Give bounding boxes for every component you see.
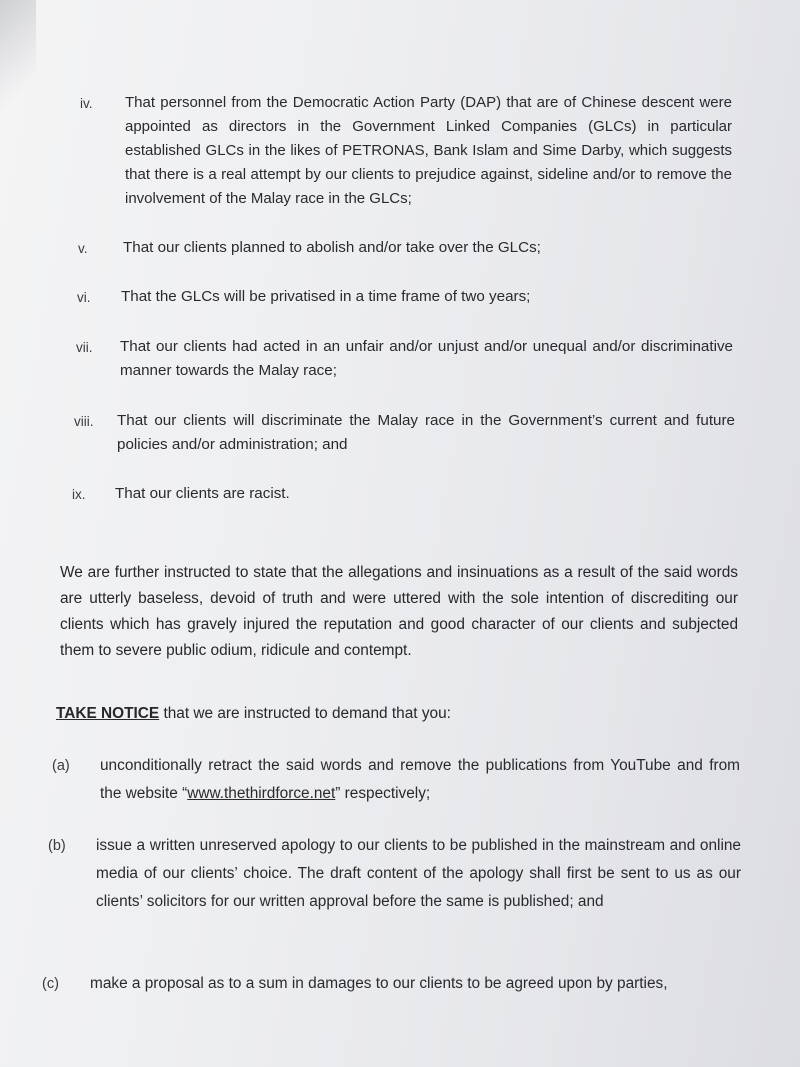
further-instruction-paragraph: We are further instructed to state that the allegations and insinuations as a result of the said words are utterly baseless, devoid of truth and were uttered with the sole intention of discrediting our clients which has gravely injured the reputation and good character of our clients and subjected them to severe public odium, ridicule and contempt. (60, 564, 738, 659)
demand-marker: (c) (42, 976, 59, 992)
allegation-marker: viii. (74, 414, 94, 429)
take-notice-heading: TAKE NOTICE (56, 705, 160, 722)
allegation-text: That our clients will discriminate the Malay race in the Government’s current and future policies and/or administration; and (117, 412, 735, 453)
demand-marker: (b) (48, 838, 66, 854)
demand-text: make a proposal as to a sum in damages to our clients to be agreed upon by parties, (90, 975, 668, 992)
take-notice-line (56, 705, 451, 723)
demand-marker: (a) (52, 758, 70, 774)
allegation-text: That our clients are racist. (115, 485, 290, 502)
demand-item-b (0, 832, 800, 952)
demand-item-c (0, 970, 800, 1010)
allegation-marker: vii. (76, 340, 93, 355)
allegation-marker: v. (78, 241, 88, 256)
demand-text: issue a written unreserved apology to our clients to be published in the mainstream and online media of our clients’ choice. The draft content of the apology shall first be sent to us as our clients’ solicitors for our written approval before the same is published; and (96, 837, 741, 910)
allegation-item-vii (0, 335, 800, 387)
allegation-marker: ix. (72, 487, 86, 502)
allegation-marker: iv. (80, 96, 93, 111)
allegation-text: That the GLCs will be privatised in a time frame of two years; (121, 288, 531, 305)
allegation-item-vi (0, 285, 800, 315)
demand-text-part: unconditionally retract the said words and remove the publications from YouTube and from the website “ (100, 757, 740, 802)
demand-item-a (0, 752, 800, 812)
demand-text (100, 752, 740, 808)
allegation-text: That personnel from the Democratic Action Party (DAP) that are of Chinese descent were appointed as directors in the Government Linked Companies (GLCs) in particular established GLCs in the likes of PETRONAS, Bank Islam and Sime Darby, which suggests that there is a real attempt by our clients to prejudice against, sideline and/or to remove the involvement of the Malay race in the GLCs; (125, 94, 732, 207)
demand-text-part: ” respectively; (335, 785, 431, 802)
allegation-item-ix (0, 482, 800, 512)
website-link[interactable]: www.thethirdforce.net (187, 785, 336, 802)
allegation-item-viii (0, 409, 800, 461)
allegation-text: That our clients had acted in an unfair and/or unjust and/or unequal and/or discriminative manner towards the Malay race; (120, 338, 733, 379)
allegation-marker: vi. (77, 290, 91, 305)
allegation-item-v (0, 236, 800, 266)
take-notice-rest: that we are instructed to demand that you: (159, 705, 451, 722)
allegation-item-iv (0, 91, 800, 211)
allegation-text: That our clients planned to abolish and/or take over the GLCs; (123, 239, 541, 256)
